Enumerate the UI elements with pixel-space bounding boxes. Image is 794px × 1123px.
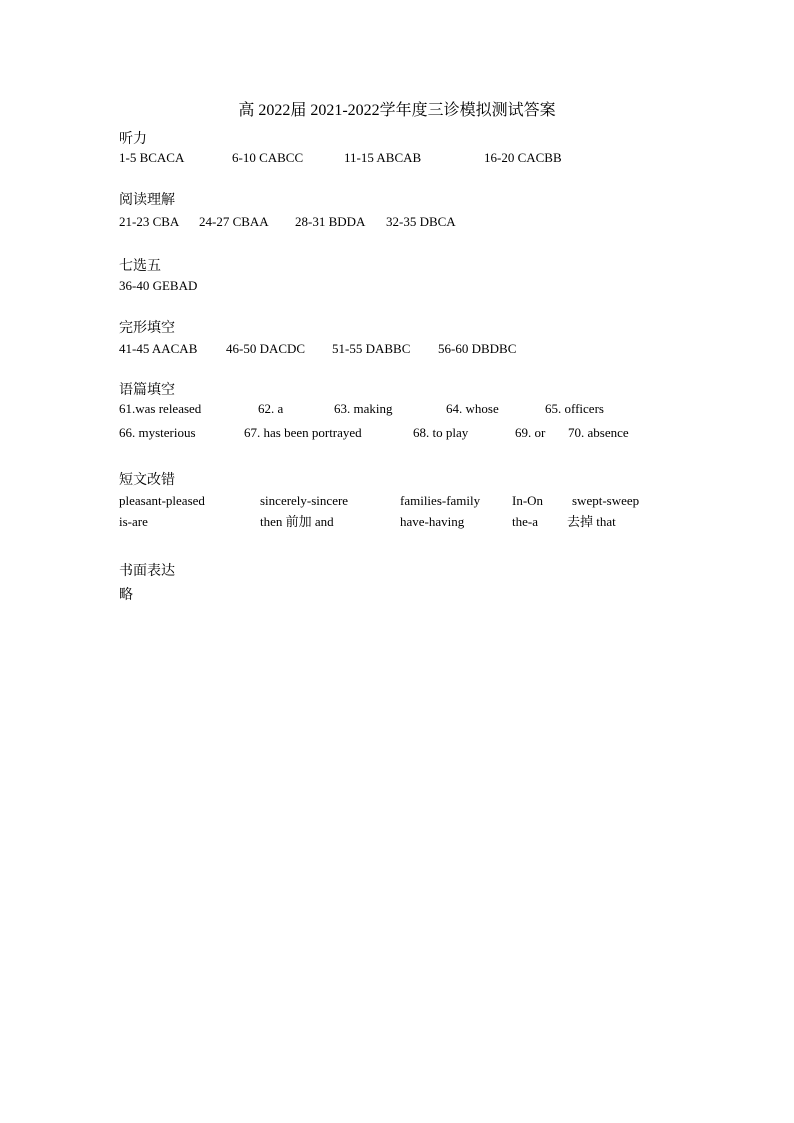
answer-group: 56-60 DBDBC <box>438 341 517 356</box>
page-title: 高 2022届 2021-2022学年度三诊模拟测试答案 <box>238 102 556 119</box>
answer-group: 51-55 DABBC <box>332 341 411 356</box>
answer-group: 24-27 CBAA <box>199 214 269 229</box>
answer-item: 略 <box>119 587 133 603</box>
answer-item: 65. officers <box>545 401 604 416</box>
answer-group: 21-23 CBA <box>119 214 180 229</box>
answer-item: 69. or <box>515 425 546 440</box>
correction-item: 去掉 that <box>567 514 616 529</box>
answer-group: 6-10 CABCC <box>232 150 304 165</box>
correction-item: families-family <box>400 493 481 508</box>
answer-item: 62. a <box>258 401 284 416</box>
answer-row <box>0 492 794 510</box>
answer-group: 32-35 DBCA <box>386 214 456 229</box>
answer-item: 68. to play <box>413 425 469 440</box>
answer-row <box>0 586 794 604</box>
correction-item: then 前加 and <box>260 514 334 529</box>
answer-group: 46-50 DACDC <box>226 341 306 356</box>
correction-item: is-are <box>119 514 148 529</box>
correction-item: pleasant-pleased <box>119 493 205 508</box>
correction-item: sincerely-sincere <box>260 493 349 508</box>
answer-item: 64. whose <box>446 401 499 416</box>
section-heading-reading: 阅读理解 <box>119 192 175 208</box>
answer-row <box>0 424 794 442</box>
section-heading-listening: 听力 <box>119 131 147 147</box>
section-heading-error-correction: 短文改错 <box>119 472 175 488</box>
answer-group: 36-40 GEBAD <box>119 278 198 293</box>
correction-item: swept-sweep <box>572 493 640 508</box>
answer-item: 61.was released <box>119 401 202 416</box>
answer-group: 16-20 CACBB <box>484 150 562 165</box>
answer-item: 66. mysterious <box>119 425 196 440</box>
answer-item: 70. absence <box>568 425 629 440</box>
answer-item: 63. making <box>334 401 393 416</box>
answer-group: 11-15 ABCAB <box>344 150 422 165</box>
section-heading-grammar-fill: 语篇填空 <box>119 382 175 398</box>
correction-item: the-a <box>512 514 538 529</box>
section-heading-cloze: 完形填空 <box>119 320 175 336</box>
answer-row <box>0 340 794 358</box>
answer-group: 28-31 BDDA <box>295 214 366 229</box>
answer-item: 67. has been portrayed <box>244 425 362 440</box>
section-heading-seven-choose-five: 七选五 <box>119 258 161 274</box>
answer-group: 41-45 AACAB <box>119 341 198 356</box>
answer-group: 1-5 BCACA <box>119 150 185 165</box>
answer-row <box>0 513 794 531</box>
answer-row <box>0 213 794 231</box>
answer-row <box>0 277 794 295</box>
correction-item: In-On <box>512 493 544 508</box>
answer-row <box>0 149 794 167</box>
section-heading-writing: 书面表达 <box>119 563 175 579</box>
answer-row <box>0 400 794 418</box>
correction-item: have-having <box>400 514 465 529</box>
